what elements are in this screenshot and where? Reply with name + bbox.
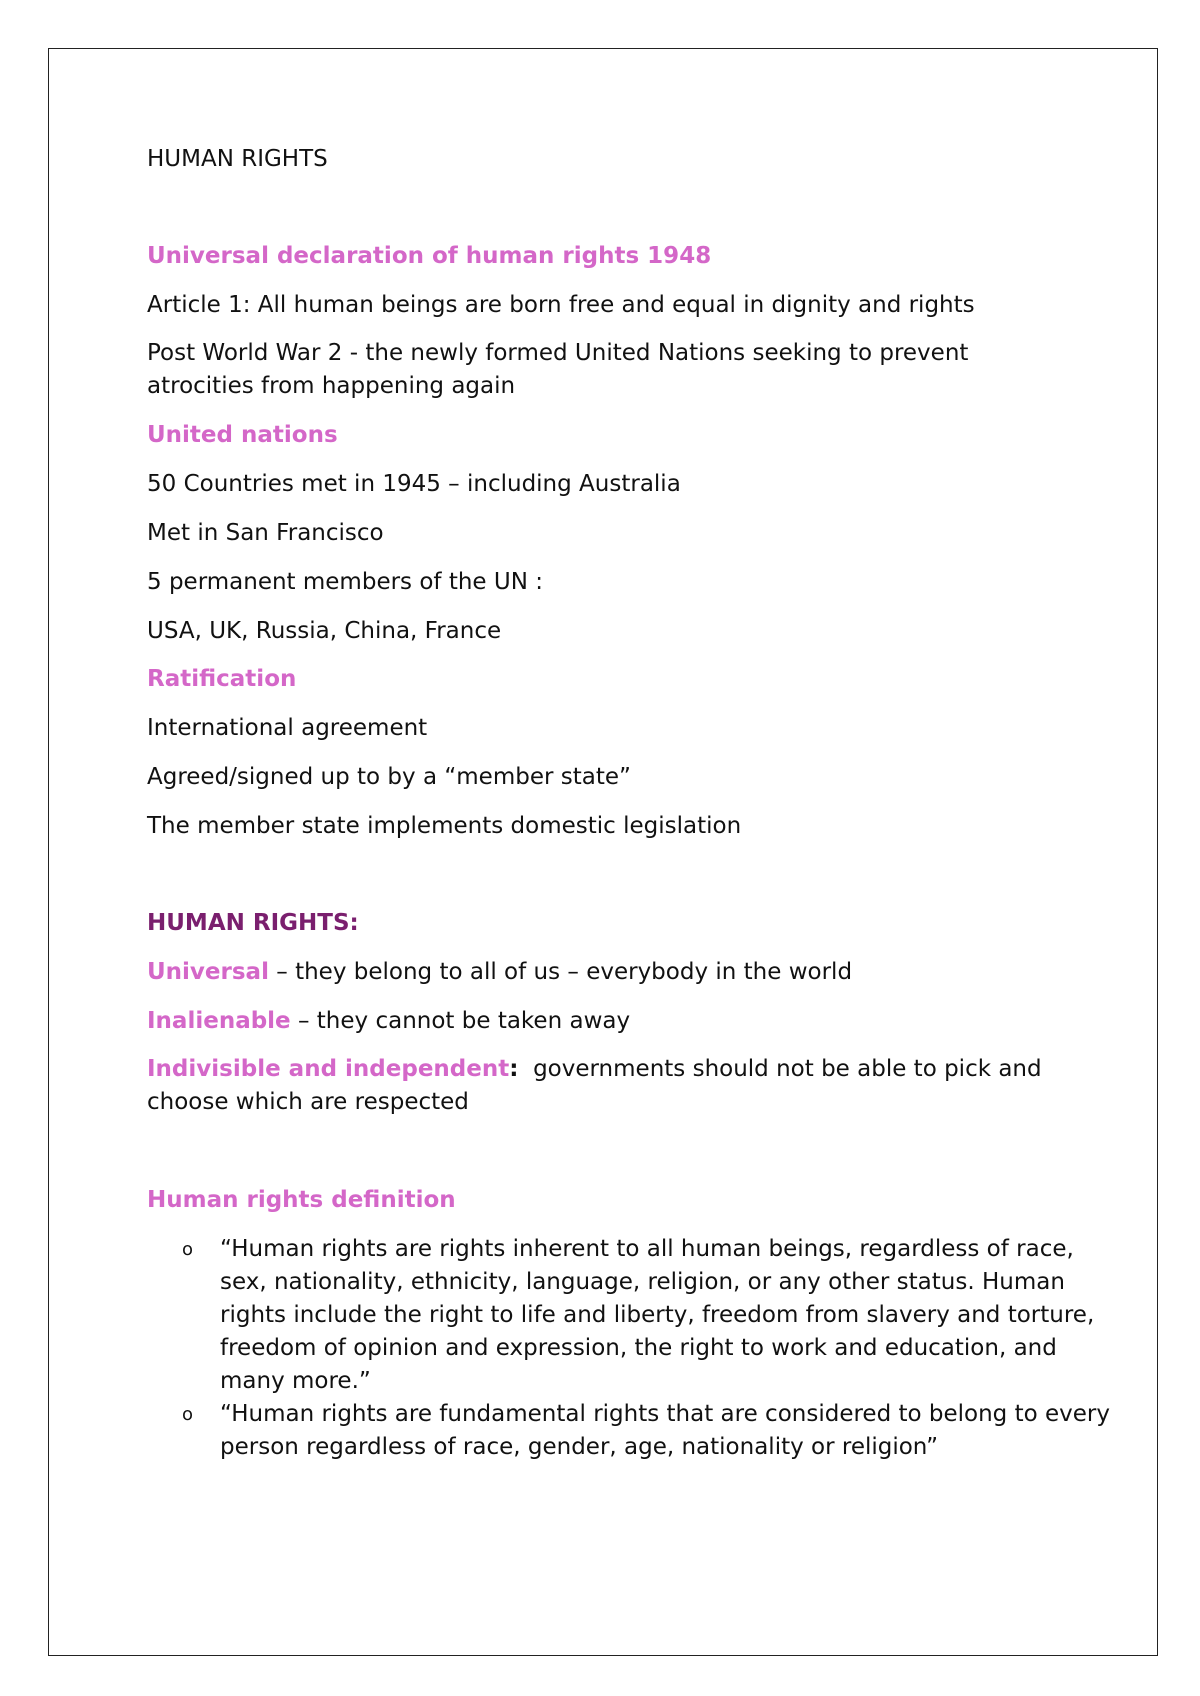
- implements-text: The member state implements domestic legislation: [147, 813, 742, 839]
- rights-heading: HUMAN RIGHTS:: [147, 910, 359, 936]
- universal-desc: – they belong to all of us – everybody in the world: [268, 959, 853, 985]
- universal-term: Universal: [147, 959, 269, 985]
- permanent-members-text: 5 permanent members of the UN :: [147, 569, 543, 595]
- definition-list: [147, 1233, 1110, 1464]
- inalienable-term: Inalienable: [147, 1008, 291, 1034]
- countries-met-text: 50 Countries met in 1945 – including Australia: [147, 471, 681, 497]
- indivisible-colon: :: [509, 1056, 519, 1082]
- inalienable-row: [147, 1005, 630, 1038]
- indivisible-term: Indivisible and independent: [147, 1056, 510, 1082]
- post-ww2-text: Post World War 2 - the newly formed United Nations seeking to prevent atrocities from happening again: [147, 340, 969, 399]
- un-heading: United nations: [147, 422, 338, 448]
- circle-bullet-icon: o: [182, 1239, 194, 1260]
- udhr-heading: Universal declaration of human rights 1948: [147, 243, 712, 269]
- ratification-heading: Ratification: [147, 666, 297, 692]
- indivisible-row: [147, 1053, 1047, 1119]
- intl-agreement-text: International agreement: [147, 715, 428, 741]
- article1-text: Article 1: All human beings are born free and equal in dignity and rights: [147, 292, 975, 318]
- definition-text: “Human rights are rights inherent to all human beings, regardless of race, sex, nationality, ethnicity, language, religion, or any other status. Human rights include the right to life and liberty, freedom from slavery and torture, freedom of opinion and expression, the right to work and education, and many more.”: [220, 1236, 1095, 1394]
- document-title: HUMAN RIGHTS: [147, 146, 328, 172]
- inalienable-desc: – they cannot be taken away: [290, 1008, 631, 1034]
- definition-heading: Human rights definition: [147, 1187, 456, 1213]
- list-item: [147, 1233, 1110, 1398]
- agreed-signed-text: Agreed/signed up to by a “member state”: [147, 764, 631, 790]
- definition-text: “Human rights are fundamental rights that are considered to belong to every person regardless of race, gender, age, nationality or religion”: [220, 1401, 1110, 1460]
- circle-bullet-icon: o: [182, 1404, 194, 1425]
- indivisible-desc: governments should not be able to pick and choose which are respected: [147, 1056, 1049, 1115]
- members-list-text: USA, UK, Russia, China, France: [147, 618, 502, 644]
- universal-row: [147, 956, 852, 989]
- met-in-text: Met in San Francisco: [147, 520, 384, 546]
- list-item: [147, 1398, 1110, 1464]
